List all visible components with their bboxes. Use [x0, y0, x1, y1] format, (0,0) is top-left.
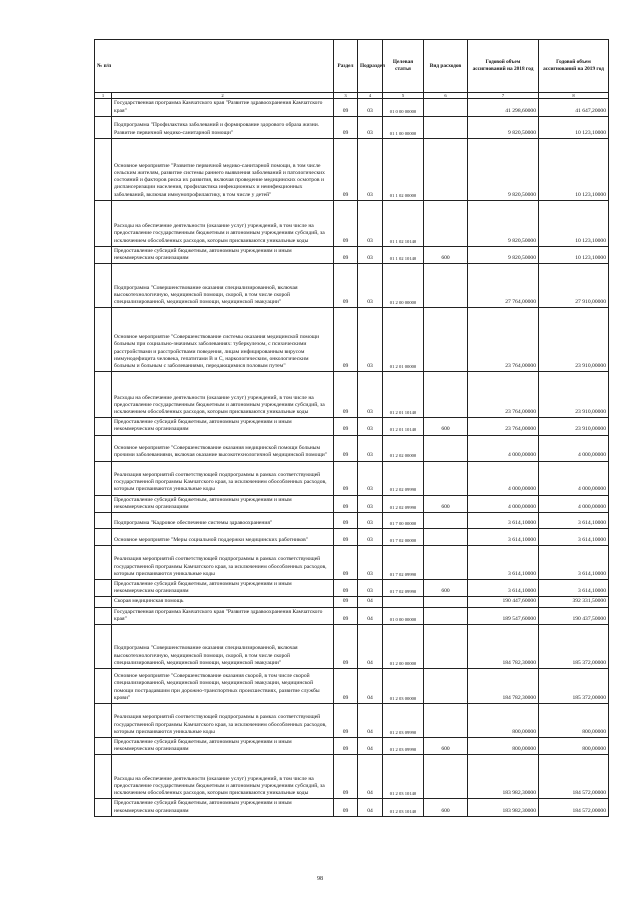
row-expense-type — [424, 704, 468, 738]
row-number-cell — [95, 418, 112, 435]
table-row — [95, 738, 609, 755]
table-row — [95, 200, 609, 246]
row-amount-2018: 3 614,10000 — [468, 580, 539, 597]
row-amount-2018: 800,00000 — [468, 738, 539, 755]
row-amount-2018: 9 820,50000 — [468, 246, 539, 263]
row-amount-2019: 184 572,00000 — [539, 799, 609, 816]
row-expense-type: 600 — [424, 246, 468, 263]
row-target-article: 01 7 02 09990 — [383, 546, 424, 580]
row-amount-2019: 3 614,10000 — [539, 546, 609, 580]
row-description: Подпрограмма "Кадровое обеспечение системы здравоохранения" — [112, 513, 334, 529]
row-amount-2019: 3 614,10000 — [539, 513, 609, 529]
row-amount-2018: 3 614,10000 — [468, 529, 539, 546]
row-amount-2019: 392 331,50000 — [539, 597, 609, 607]
row-amount-2018: 800,00000 — [468, 704, 539, 738]
row-number-cell — [95, 669, 112, 704]
row-target-article: 01 2 01 10140 — [383, 418, 424, 435]
table-row — [95, 704, 609, 738]
row-target-article: 01 2 02 00000 — [383, 435, 424, 461]
row-number-cell — [95, 200, 112, 246]
row-description: Государственная программа Камчатского края "Развитие здравоохранения Камчатского края" — [112, 607, 334, 624]
row-target-article: 01 7 02 09990 — [383, 580, 424, 597]
row-amount-2019: 10 123,10000 — [539, 246, 609, 263]
row-number-cell — [95, 264, 112, 308]
row-amount-2019: 10 123,10000 — [539, 138, 609, 200]
row-amount-2019: 185 372,00000 — [539, 669, 609, 704]
row-target-article: 01 2 03 00000 — [383, 669, 424, 704]
row-description: Расходы на обеспечение деятельности (оказание услуг) учреждений, в том числе на предоставление государственным бюджетным и автономным учреждениям субсидий, за исключением обособленных расходов, которым присваиваются уникальные коды — [112, 372, 334, 418]
row-podrazdel: 04 — [358, 738, 383, 755]
column-index: 4 — [358, 93, 383, 99]
row-razdel: 09 — [334, 597, 358, 607]
row-number-cell — [95, 116, 112, 138]
row-description: Расходы на обеспечение деятельности (оказание услуг) учреждений, в том числе на предоставление государственным бюджетным и автономным учреждениям субсидий, за исключением обособленных расходов, которым присваиваются уникальные коды — [112, 200, 334, 246]
row-number-cell — [95, 308, 112, 372]
row-amount-2018: 189 547,60000 — [468, 607, 539, 624]
row-description: Реализация мероприятий соответствующей подпрограммы в рамках соответствующей государственной программы Камчатского края, за исключением обособленных расходов, которым присваиваются уникальные коды — [112, 546, 334, 580]
row-number-cell — [95, 597, 112, 607]
row-podrazdel: 03 — [358, 580, 383, 597]
column-index: 6 — [424, 93, 468, 99]
row-podrazdel: 03 — [358, 308, 383, 372]
row-target-article: 01 0 00 00000 — [383, 99, 424, 116]
row-target-article: 01 2 02 09990 — [383, 495, 424, 512]
header-2019: Годовой объем ассигнований на 2019 год — [539, 40, 609, 93]
row-target-article: 01 2 00 00000 — [383, 264, 424, 308]
row-expense-type: 600 — [424, 738, 468, 755]
row-razdel: 09 — [334, 546, 358, 580]
row-number-cell — [95, 580, 112, 597]
column-index: 1 — [95, 93, 112, 99]
row-description: Предоставление субсидий бюджетным, автономным учреждениям и иным некоммерческим организациям — [112, 246, 334, 263]
row-podrazdel: 03 — [358, 435, 383, 461]
row-razdel: 09 — [334, 246, 358, 263]
row-razdel: 09 — [334, 704, 358, 738]
row-number-cell — [95, 372, 112, 418]
header-expense-type: Вид расходов — [424, 40, 468, 93]
row-number-cell — [95, 435, 112, 461]
row-podrazdel: 03 — [358, 495, 383, 512]
row-expense-type: 600 — [424, 418, 468, 435]
row-razdel: 09 — [334, 625, 358, 669]
row-number-cell — [95, 625, 112, 669]
row-amount-2019: 27 910,00000 — [539, 264, 609, 308]
row-expense-type — [424, 435, 468, 461]
row-description: Подпрограмма "Профилактика заболеваний и формирование здорового образа жизни. Развитие первичной медико-санитарной помощи" — [112, 116, 334, 138]
row-target-article: 01 7 02 00000 — [383, 529, 424, 546]
row-description: Государственная программа Камчатского края "Развитие здравоохранения Камчатского края" — [112, 99, 334, 116]
row-expense-type — [424, 669, 468, 704]
row-podrazdel: 03 — [358, 418, 383, 435]
row-razdel: 09 — [334, 99, 358, 116]
row-amount-2018: 3 614,10000 — [468, 546, 539, 580]
row-target-article: 01 2 03 09990 — [383, 738, 424, 755]
row-amount-2019: 190 437,50000 — [539, 607, 609, 624]
table-row — [95, 116, 609, 138]
row-target-article: 01 1 00 00000 — [383, 116, 424, 138]
table-row — [95, 546, 609, 580]
row-podrazdel: 03 — [358, 246, 383, 263]
row-number-cell — [95, 799, 112, 816]
row-description: Предоставление субсидий бюджетным, автономным учреждениям и иным некоммерческим организациям — [112, 495, 334, 512]
row-amount-2018: 184 782,30000 — [468, 625, 539, 669]
row-podrazdel: 04 — [358, 669, 383, 704]
row-description: Подпрограмма "Совершенствование оказания специализированной, включая высокотехнологичную, медицинской помощи, скорой, в том числе скорой специализированной, медицинской помощи, медицинской эвакуации" — [112, 625, 334, 669]
row-target-article: 01 2 00 00000 — [383, 625, 424, 669]
table-body — [95, 99, 609, 816]
table-row — [95, 755, 609, 799]
row-amount-2018: 190 447,60000 — [468, 597, 539, 607]
header-podrazdel: Подраздел — [358, 40, 383, 93]
row-amount-2019: 10 123,10000 — [539, 200, 609, 246]
row-expense-type — [424, 461, 468, 495]
row-expense-type — [424, 546, 468, 580]
row-amount-2018: 184 782,30000 — [468, 669, 539, 704]
row-podrazdel: 04 — [358, 597, 383, 607]
row-amount-2019: 23 910,00000 — [539, 418, 609, 435]
row-amount-2018: 3 614,10000 — [468, 513, 539, 529]
row-amount-2018: 183 982,30000 — [468, 799, 539, 816]
row-razdel: 09 — [334, 461, 358, 495]
table-row — [95, 461, 609, 495]
row-number-cell — [95, 513, 112, 529]
row-target-article: 01 2 03 10140 — [383, 755, 424, 799]
row-description: Основное мероприятие "Развитие первичной медико-санитарной помощи, в том числе сельским жителям, развитие системы раннего выявления заболеваний и патологических состояний и факторов риска их развития, включая проведение медицинских осмотров и диспансеризации населения, профилактика инфекционных и неинфекционных заболеваний, включая иммунопрофилактику, в том числе у детей" — [112, 138, 334, 200]
row-expense-type — [424, 597, 468, 607]
table-row — [95, 495, 609, 512]
row-number-cell — [95, 529, 112, 546]
row-razdel: 09 — [334, 755, 358, 799]
row-expense-type — [424, 138, 468, 200]
column-index: 2 — [112, 93, 334, 99]
row-target-article: 01 7 00 00000 — [383, 513, 424, 529]
row-amount-2018: 27 764,00000 — [468, 264, 539, 308]
row-amount-2019: 4 000,00000 — [539, 461, 609, 495]
column-index: 7 — [468, 93, 539, 99]
row-razdel: 09 — [334, 529, 358, 546]
row-amount-2019: 184 572,00000 — [539, 755, 609, 799]
table-row — [95, 99, 609, 116]
row-description: Основное мероприятие "Совершенствование оказания скорой, в том числе скорой специализированной, медицинской помощи, медицинской эвакуации, медицинской помощи пострадавшим при дорожно-транспортных происшествиях, развитие службы крови" — [112, 669, 334, 704]
row-description: Основное мероприятие "Меры социальной поддержки медицинских работников" — [112, 529, 334, 546]
row-razdel: 09 — [334, 418, 358, 435]
row-number-cell — [95, 461, 112, 495]
row-target-article: 01 0 00 00000 — [383, 607, 424, 624]
row-number-cell — [95, 246, 112, 263]
row-target-article: 01 2 03 10140 — [383, 799, 424, 816]
row-expense-type — [424, 264, 468, 308]
row-target-article: 01 1 02 10140 — [383, 246, 424, 263]
row-podrazdel: 03 — [358, 529, 383, 546]
row-podrazdel: 04 — [358, 704, 383, 738]
row-razdel: 09 — [334, 495, 358, 512]
row-amount-2019: 10 123,10000 — [539, 116, 609, 138]
row-expense-type — [424, 607, 468, 624]
row-amount-2018: 23 764,00000 — [468, 308, 539, 372]
table-row — [95, 580, 609, 597]
row-razdel: 09 — [334, 799, 358, 816]
row-amount-2019: 4 000,00000 — [539, 435, 609, 461]
row-number-cell — [95, 99, 112, 116]
row-amount-2018: 41 298,60000 — [468, 99, 539, 116]
budget-table-sheet — [94, 39, 608, 817]
row-description: Расходы на обеспечение деятельности (оказание услуг) учреждений, в том числе на предоставление государственным бюджетным и автономным учреждениям субсидий, за исключением обособленных расходов, которым присваиваются уникальные коды — [112, 755, 334, 799]
table-row — [95, 372, 609, 418]
row-description: Скорая медицинская помощь — [112, 597, 334, 607]
row-podrazdel: 03 — [358, 372, 383, 418]
row-target-article: 01 2 03 09990 — [383, 704, 424, 738]
row-number-cell — [95, 607, 112, 624]
column-index: 3 — [334, 93, 358, 99]
header-target-article: Целевая статья — [383, 40, 424, 93]
row-podrazdel: 03 — [358, 264, 383, 308]
row-number-cell — [95, 704, 112, 738]
row-target-article: 01 2 02 09990 — [383, 461, 424, 495]
row-description: Подпрограмма "Совершенствование оказания специализированной, включая высокотехнологичную, медицинской помощи, скорой, в том числе скорой специализированной, медицинской помощи, медицинской эвакуации" — [112, 264, 334, 308]
table-row — [95, 529, 609, 546]
row-number-cell — [95, 138, 112, 200]
table-header-row — [95, 40, 609, 93]
row-expense-type: 600 — [424, 495, 468, 512]
row-description: Реализация мероприятий соответствующей подпрограммы в рамках соответствующей государственной программы Камчатского края, за исключением обособленных расходов, которым присваиваются уникальные коды — [112, 461, 334, 495]
row-number-cell — [95, 738, 112, 755]
row-amount-2019: 4 000,00000 — [539, 495, 609, 512]
row-expense-type — [424, 372, 468, 418]
row-target-article: 01 2 01 00000 — [383, 308, 424, 372]
row-razdel: 09 — [334, 580, 358, 597]
table-row — [95, 418, 609, 435]
row-expense-type — [424, 200, 468, 246]
row-podrazdel: 03 — [358, 200, 383, 246]
row-amount-2018: 9 820,50000 — [468, 116, 539, 138]
row-description: Основное мероприятие "Совершенствование оказания медицинской помощи больным прочими заболеваниями, включая оказание высокотехнологичной медицинской помощи" — [112, 435, 334, 461]
row-razdel: 09 — [334, 372, 358, 418]
row-razdel: 09 — [334, 513, 358, 529]
table-row — [95, 625, 609, 669]
row-expense-type: 600 — [424, 799, 468, 816]
row-description: Предоставление субсидий бюджетным, автономным учреждениям и иным некоммерческим организациям — [112, 799, 334, 816]
column-index: 5 — [383, 93, 424, 99]
row-description: Основное мероприятие "Совершенствование системы оказания медицинской помощи больным при социально-значимых заболеваниях: туберкулезом, с психическими расстройствами и расстройствами поведения, лицам инфицированным вирусом иммунодефицита человека, гепатитами В и С, наркологическим, онкологическим больным и больным с заболеваниями, передающимися половым путем" — [112, 308, 334, 372]
row-podrazdel: 04 — [358, 607, 383, 624]
row-expense-type — [424, 625, 468, 669]
row-description: Предоставление субсидий бюджетным, автономным учреждениям и иным некоммерческим организациям — [112, 738, 334, 755]
row-expense-type — [424, 99, 468, 116]
table-row — [95, 264, 609, 308]
row-expense-type — [424, 755, 468, 799]
page-number: 98 — [317, 876, 323, 882]
row-amount-2018: 4 000,00000 — [468, 435, 539, 461]
budget-table — [94, 39, 609, 817]
row-amount-2019: 3 614,10000 — [539, 529, 609, 546]
row-amount-2019: 23 910,00000 — [539, 308, 609, 372]
row-razdel: 09 — [334, 607, 358, 624]
row-amount-2018: 9 820,50000 — [468, 138, 539, 200]
row-target-article: 01 1 02 10140 — [383, 200, 424, 246]
row-razdel: 09 — [334, 264, 358, 308]
row-amount-2018: 23 764,00000 — [468, 418, 539, 435]
table-row — [95, 669, 609, 704]
table-row — [95, 246, 609, 263]
column-index: 8 — [539, 93, 609, 99]
row-podrazdel: 03 — [358, 461, 383, 495]
row-expense-type — [424, 308, 468, 372]
table-row — [95, 597, 609, 607]
row-target-article — [383, 597, 424, 607]
row-amount-2018: 4 000,00000 — [468, 461, 539, 495]
row-description: Предоставление субсидий бюджетным, автономным учреждениям и иным некоммерческим организациям — [112, 418, 334, 435]
row-amount-2019: 800,00000 — [539, 738, 609, 755]
row-number-cell — [95, 495, 112, 512]
row-razdel: 09 — [334, 308, 358, 372]
row-podrazdel: 03 — [358, 513, 383, 529]
row-podrazdel: 04 — [358, 799, 383, 816]
row-amount-2019: 41 647,20000 — [539, 99, 609, 116]
row-podrazdel: 03 — [358, 546, 383, 580]
table-row — [95, 435, 609, 461]
row-expense-type — [424, 513, 468, 529]
row-description: Реализация мероприятий соответствующей подпрограммы в рамках соответствующей государственной программы Камчатского края, за исключением обособленных расходов, которым присваиваются уникальные коды — [112, 704, 334, 738]
table-row — [95, 308, 609, 372]
row-amount-2018: 4 000,00000 — [468, 495, 539, 512]
row-amount-2018: 9 820,50000 — [468, 200, 539, 246]
row-razdel: 09 — [334, 138, 358, 200]
table-row — [95, 138, 609, 200]
row-expense-type: 600 — [424, 580, 468, 597]
row-podrazdel: 04 — [358, 755, 383, 799]
row-podrazdel: 03 — [358, 116, 383, 138]
table-row — [95, 607, 609, 624]
header-number: № п/п — [95, 40, 334, 93]
row-amount-2019: 800,00000 — [539, 704, 609, 738]
table-row — [95, 799, 609, 816]
table-row — [95, 513, 609, 529]
row-number-cell — [95, 546, 112, 580]
row-target-article: 01 1 02 00000 — [383, 138, 424, 200]
row-amount-2018: 23 764,00000 — [468, 372, 539, 418]
row-amount-2019: 185 372,00000 — [539, 625, 609, 669]
row-podrazdel: 03 — [358, 138, 383, 200]
row-razdel: 09 — [334, 116, 358, 138]
row-razdel: 09 — [334, 738, 358, 755]
row-podrazdel: 04 — [358, 625, 383, 669]
row-number-cell — [95, 755, 112, 799]
row-amount-2019: 3 614,10000 — [539, 580, 609, 597]
row-target-article: 01 2 01 10140 — [383, 372, 424, 418]
row-expense-type — [424, 116, 468, 138]
row-description: Предоставление субсидий бюджетным, автономным учреждениям и иным некоммерческим организациям — [112, 580, 334, 597]
row-amount-2019: 23 910,00000 — [539, 372, 609, 418]
row-razdel: 09 — [334, 435, 358, 461]
row-expense-type — [424, 529, 468, 546]
row-razdel: 09 — [334, 669, 358, 704]
row-razdel: 09 — [334, 200, 358, 246]
row-amount-2018: 183 982,30000 — [468, 755, 539, 799]
header-2018: Годовой объем ассигнований на 2018 год — [468, 40, 539, 93]
row-podrazdel: 03 — [358, 99, 383, 116]
header-razdel: Раздел — [334, 40, 358, 93]
